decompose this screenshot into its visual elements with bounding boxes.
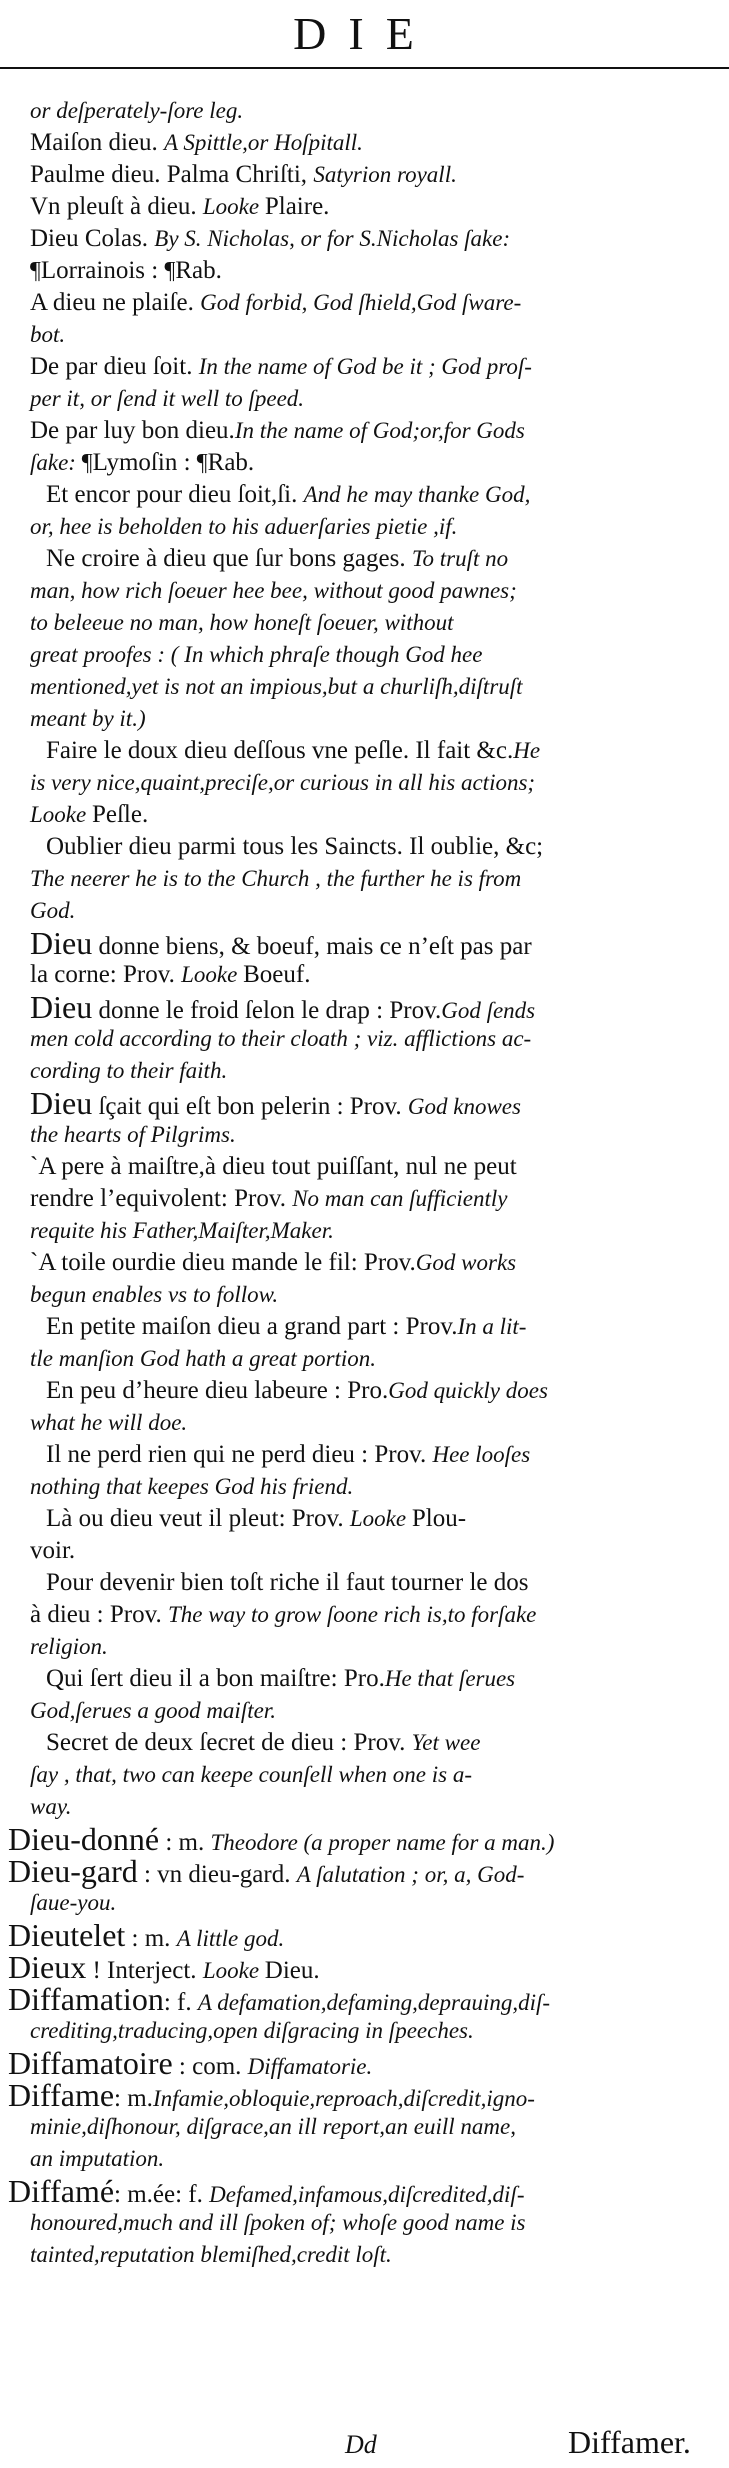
text-line	[30, 510, 457, 544]
french-text: Peſle.	[91, 801, 149, 828]
english-gloss: A Spittle,or Hoſpitall.	[164, 130, 363, 155]
french-text: Ne croire à dieu que ſur bons gages.	[46, 545, 412, 572]
text-line	[30, 222, 510, 256]
text-line	[30, 1182, 507, 1216]
text-line	[30, 606, 454, 640]
text-line	[46, 1502, 466, 1536]
headword: Dieu	[30, 989, 93, 1025]
text-line	[30, 158, 457, 192]
english-gloss: men cold according to their cloath ; viz. afflictions ac-	[30, 1026, 532, 1051]
english-gloss: or deſperately-ſore leg.	[30, 98, 244, 123]
french-text: Là ou dieu veut il pleut: Prov.	[46, 1505, 350, 1532]
french-text: Rab.	[175, 257, 222, 284]
english-gloss: A defamation,defaming,deprauing,diſ-	[197, 1990, 551, 2015]
text-line	[30, 1694, 276, 1728]
english-gloss: requite his Father,Maiſter,Maker.	[30, 1218, 334, 1243]
text-line	[30, 286, 521, 320]
text-line	[46, 830, 543, 864]
english-gloss: an imputation.	[30, 2146, 165, 2171]
running-head: DIE	[293, 8, 436, 59]
french-text: ! Interject.	[86, 1957, 203, 1984]
english-gloss: In the name of God be it ; God proſ-	[198, 354, 532, 379]
text-line	[46, 1566, 529, 1600]
english-gloss: Yet wee	[411, 1730, 481, 1755]
text-line	[30, 862, 521, 896]
french-text: Plaire.	[264, 193, 330, 220]
english-gloss: Looke	[349, 1506, 412, 1531]
english-gloss: ſaue-you.	[30, 1890, 117, 1915]
page-header	[0, 0, 729, 70]
french-text: Rab.	[207, 449, 255, 476]
text-line	[30, 190, 329, 224]
french-text: Il ne perd rien qui ne perd dieu : Prov.	[46, 1441, 433, 1468]
english-gloss: To truſt no	[411, 546, 509, 571]
french-text: Secret de deux ſecret de dieu : Prov.	[46, 1729, 412, 1756]
headword: Dieu	[30, 1085, 93, 1121]
text-line	[46, 478, 530, 512]
french-text: En petite maiſon dieu a grand part : Prov.	[46, 1313, 458, 1340]
text-line	[30, 254, 222, 288]
text-line	[30, 1790, 72, 1824]
page-footer	[0, 2424, 729, 2468]
text-line	[30, 1246, 516, 1280]
french-text: : m.ée: f.	[114, 2181, 210, 2208]
french-text: Qui ſert dieu il a bon maiſtre: Pro.	[46, 1665, 385, 1692]
english-gloss: religion.	[30, 1634, 108, 1659]
english-gloss: nothing that keepes God his friend.	[30, 1474, 354, 1499]
french-text: Dieu.	[264, 1957, 320, 1984]
english-gloss: God forbid, God ſhield,God ſware-	[200, 290, 522, 315]
english-gloss: The way to grow ſoone rich is,to forſake	[167, 1602, 537, 1627]
text-line	[30, 702, 146, 736]
text-line	[46, 1438, 530, 1472]
french-text: : com.	[172, 2053, 248, 2080]
french-text: `A pere à maiſtre,à dieu tout puiſſant, nul ne peut	[30, 1153, 517, 1180]
text-line	[30, 2142, 164, 2176]
english-gloss: Diffamatorie.	[247, 2054, 373, 2079]
french-text: Plou-	[411, 1505, 467, 1532]
english-gloss: No man can ſufficiently	[292, 1186, 508, 1211]
headword: Dieutelet	[8, 1917, 126, 1953]
english-gloss: great proofes : ( In which phraſe though God hee	[30, 642, 483, 667]
english-gloss: Defamed,infamous,diſcredited,diſ-	[209, 2182, 525, 2207]
english-gloss: God works	[415, 1250, 517, 1275]
english-gloss: minie,diſhonour, diſgrace,an ill report,an euill name,	[30, 2114, 516, 2139]
english-gloss: ſay , that, two can keepe counſell when one is a-	[30, 1762, 472, 1787]
headword: Diffamatoire	[8, 2045, 173, 2081]
english-gloss: meant by it.)	[30, 706, 146, 731]
text-line	[30, 670, 523, 704]
text-line	[30, 2238, 392, 2272]
text-line	[30, 1150, 517, 1184]
text-line	[30, 382, 304, 416]
text-line	[46, 1726, 480, 1760]
headword: Dieu	[30, 925, 93, 961]
english-gloss: cording to their faith.	[30, 1058, 228, 1083]
english-gloss: A little god.	[176, 1926, 285, 1951]
headword: Diffame	[8, 2077, 115, 2113]
french-text: à dieu : Prov.	[30, 1601, 168, 1628]
text-line	[30, 1214, 334, 1248]
english-gloss: God quickly does	[388, 1378, 548, 1403]
text-line	[30, 1054, 227, 1088]
french-text: Et encor pour dieu ſoit,ſi.	[46, 481, 304, 508]
english-gloss: or, hee is beholden to his aduerſaries pietie ,if.	[30, 514, 458, 539]
english-gloss: Infamie,obloquie,reproach,diſcredit,igno-	[152, 2086, 535, 2111]
french-text: ¶	[81, 450, 93, 476]
text-line	[46, 1374, 548, 1408]
english-gloss: crediting,traducing,open diſgracing in ſpeeches.	[30, 2018, 474, 2043]
english-gloss: Looke	[181, 962, 244, 987]
english-gloss: The neerer he is to the Church , the further he is from	[30, 866, 522, 891]
headword: Dieu-gard	[8, 1853, 138, 1889]
text-line	[30, 1598, 536, 1632]
english-gloss: tainted,reputation blemiſhed,credit loſt.	[30, 2242, 392, 2267]
text-line	[30, 2206, 526, 2240]
english-gloss: Looke	[202, 194, 265, 219]
english-gloss: begun enables vs to follow.	[30, 1282, 279, 1307]
french-text: : m.	[114, 2085, 153, 2112]
text-line	[46, 734, 540, 768]
french-text: ¶	[196, 450, 208, 476]
french-text: Paulme dieu. Palma Chriſti,	[30, 161, 314, 188]
english-gloss: And he may thanke God,	[303, 482, 531, 507]
french-text: Lorrainois :	[40, 257, 165, 284]
text-line	[30, 1534, 75, 1568]
french-text: : m.	[125, 1925, 177, 1952]
english-gloss: Looke	[30, 802, 92, 827]
text-line	[30, 318, 65, 352]
english-gloss: is very nice,quaint,preciſe,or curious in all his actions;	[30, 770, 536, 795]
text-line	[30, 798, 148, 832]
text-line	[30, 2110, 516, 2144]
french-text: Boeuf.	[243, 961, 311, 988]
text-line	[30, 126, 363, 160]
text-line	[30, 1022, 531, 1056]
english-gloss: God.	[30, 898, 76, 923]
text-line	[30, 1406, 187, 1440]
english-gloss: way.	[30, 1794, 72, 1819]
english-gloss: to beleeue no man, how honeſt ſoeuer, without	[30, 610, 454, 635]
headword: Dieu-donné	[8, 1821, 160, 1857]
french-text: Maiſon dieu.	[30, 129, 165, 156]
french-text: donne biens, & boeuf, mais ce n’eſt pas par	[92, 933, 532, 960]
english-gloss: the hearts of Pilgrims.	[30, 1122, 236, 1147]
text-line	[30, 958, 310, 992]
english-gloss: He	[513, 738, 541, 763]
english-gloss: man, how rich ſoeuer hee bee, without good pawnes;	[30, 578, 517, 603]
english-gloss: God,ſerues a good maiſter.	[30, 1698, 276, 1723]
french-text: : f.	[163, 1989, 198, 2016]
signature-mark: Dd	[345, 2430, 377, 2459]
english-gloss: Satyrion royall.	[313, 162, 457, 187]
text-line	[30, 350, 532, 384]
french-text: `A toile ourdie dieu mande le fil: Prov.	[30, 1249, 416, 1276]
french-text: Oublier dieu parmi tous les Saincts. Il oublie, &c;	[46, 833, 544, 860]
french-text: ſçait qui eſt bon pelerin : Prov.	[92, 1093, 408, 1120]
french-text: De par dieu ſoit.	[30, 353, 199, 380]
english-gloss: In the name of God;or,for Gods	[234, 418, 525, 443]
text-line	[30, 2014, 474, 2048]
english-gloss: Theodore (a proper name for a man.)	[210, 1830, 555, 1855]
text-line	[46, 1310, 526, 1344]
catchword: Diffamer.	[568, 2424, 691, 2460]
french-text: Pour devenir bien toſt riche il faut tourner le dos	[46, 1569, 529, 1596]
french-text: rendre l’equivolent: Prov.	[30, 1185, 293, 1212]
text-line	[30, 1342, 376, 1376]
french-text: Faire le doux dieu deſſous vne peſle. Il fait &c.	[46, 737, 514, 764]
text-line	[30, 1630, 108, 1664]
french-text: Vn pleuſt à dieu.	[30, 193, 203, 220]
text-line	[30, 894, 75, 928]
text-line	[30, 574, 517, 608]
text-line	[30, 1278, 278, 1312]
text-line	[30, 414, 525, 448]
english-gloss: Looke	[202, 1958, 265, 1983]
french-text: donne le froid ſelon le drap : Prov.	[92, 997, 442, 1024]
text-line	[30, 1886, 116, 1920]
text-line	[30, 94, 243, 128]
french-text: ¶	[30, 258, 41, 284]
french-text: A dieu ne plaiſe.	[30, 289, 201, 316]
text-line	[30, 1758, 472, 1792]
english-gloss: what he will doe.	[30, 1410, 188, 1435]
text-line	[46, 542, 508, 576]
french-text: : vn dieu-gard.	[137, 1861, 297, 1888]
english-gloss: In a lit-	[457, 1314, 527, 1339]
english-gloss: A ſalutation ; or, a, God-	[296, 1862, 525, 1887]
text-line	[30, 1470, 353, 1504]
french-text: voir.	[30, 1537, 76, 1564]
text-line	[30, 1118, 236, 1152]
english-gloss: God ſends	[441, 998, 536, 1023]
french-text: ¶	[164, 258, 176, 284]
headword: Diffamé	[8, 2173, 115, 2209]
english-gloss: mentioned,yet is not an impious,but a churliſh,diſtruſt	[30, 674, 523, 699]
french-text: Dieu Colas.	[30, 225, 155, 252]
english-gloss: honoured,much and ill ſpoken of; whoſe good name is	[30, 2210, 526, 2235]
english-gloss: ſake:	[30, 450, 82, 475]
english-gloss: tle manſion God hath a great portion.	[30, 1346, 377, 1371]
text-line	[30, 638, 482, 672]
text-line	[46, 1662, 515, 1696]
french-text: Lymoſin :	[92, 449, 197, 476]
english-gloss: He that ſerues	[384, 1666, 516, 1691]
headword: Dieux	[8, 1949, 87, 1985]
headword: Diffamation	[8, 1981, 164, 2017]
text-line	[30, 446, 254, 480]
french-text: De par luy bon dieu.	[30, 417, 235, 444]
english-gloss: God knowes	[407, 1094, 521, 1119]
english-gloss: per it, or ſend it well to ſpeed.	[30, 386, 305, 411]
header-rule	[0, 67, 729, 69]
english-gloss: bot.	[30, 322, 66, 347]
english-gloss: Hee looſes	[432, 1442, 531, 1467]
french-text: : m.	[159, 1829, 211, 1856]
french-text: En peu d’heure dieu labeure : Pro.	[46, 1377, 389, 1404]
text-line	[30, 766, 535, 800]
english-gloss: By S. Nicholas, or for S.Nicholas ſake:	[154, 226, 511, 251]
french-text: la corne: Prov.	[30, 961, 182, 988]
